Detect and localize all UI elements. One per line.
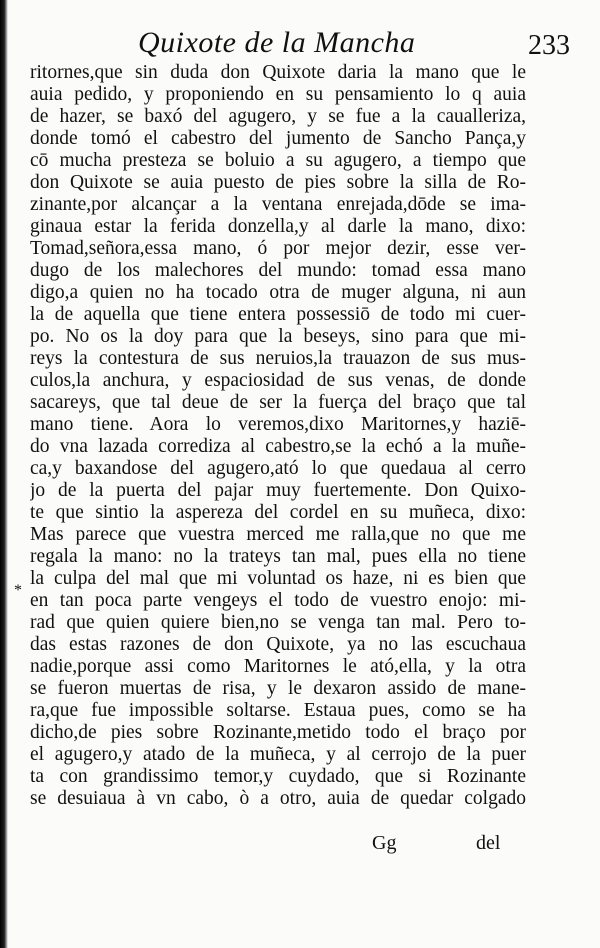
text-line: ca,y baxandose del agugero,ató lo que quedaua al cerro [30, 458, 526, 479]
text-line: rad que quien quiere bien,no se venga tan mal. Pero to- [30, 612, 526, 633]
text-line: se fueron muertas de risa, y le dexaron assido de mane- [30, 678, 526, 699]
catchword: del [476, 832, 501, 854]
text-line: la de aquella que tiene entera possessiō de todo mi cuer- [30, 304, 526, 325]
text-line: das estas razones de don Quixote, ya no las escuchaua [30, 634, 526, 655]
text-line: dugo de los malechores del mundo: tomad essa mano [30, 260, 526, 281]
text-line: Tomad,señora,essa mano, ó por mejor dezir, esse ver- [30, 238, 526, 259]
text-line: donde tomó el cabestro del jumento de Sancho Pança,y [30, 128, 526, 149]
text-line: do vna lazada corrediza al cabestro,se la echó a la muñe- [30, 436, 526, 457]
page-header [60, 20, 570, 66]
text-line: ritornes,que sin duda don Quixote daria la mano que le [30, 62, 526, 83]
text-line: ra,que fue impossible soltarse. Estaua pues, como se ha [30, 700, 526, 721]
page-number: 233 [528, 30, 570, 61]
page-footer [0, 832, 600, 858]
text-line: nadie,porque assi como Maritornes le ató,ella, y la otra [30, 656, 526, 677]
margin-marker: * [14, 582, 22, 599]
text-line: cō mucha presteza se boluio a su agugero, a tiempo que [30, 150, 526, 171]
body-text [30, 62, 526, 810]
text-line: digo,a quien no ha tocado otra de muger alguna, ni aun [30, 282, 526, 303]
text-line: te que sintio la aspereza del cordel en su muñeca, dixo: [30, 502, 526, 523]
text-line: sacareys, que tal deue de ser la fuerça del braço que tal [30, 392, 526, 413]
text-line: po. No os la doy para que la beseys, sino para que mi- [30, 326, 526, 347]
text-line: reys la contestura de sus neruios,la trauazon de sus mus- [30, 348, 526, 369]
text-line: se desuiaua à vn cabo, ò a otro, auia de quedar colgado [30, 788, 526, 809]
text-line: regala la mano: no la trateys tan mal, pues ella no tiene [30, 546, 526, 567]
page-gutter-shadow [0, 0, 8, 948]
text-line: el agugero,y atado de la muñeca, y al cerrojo de la puer [30, 744, 526, 765]
text-line: Mas parece que vuestra merced me ralla,que no que me [30, 524, 526, 545]
text-line: en tan poca parte vengeys el todo de vuestro enojo: mi- [30, 590, 526, 611]
text-line: zinante,por alcançar a la ventana enrejada,dōde se ima- [30, 194, 526, 215]
text-line: don Quixote se auia puesto de pies sobre la silla de Ro- [30, 172, 526, 193]
running-title: Quixote de la Mancha [138, 26, 416, 59]
text-line: mano tiene. Aora lo veremos,dixo Maritornes,y haziē- [30, 414, 526, 435]
text-line: jo de la puerta del pajar muy fuertemente. Don Quixo- [30, 480, 526, 501]
text-line: dicho,de pies sobre Rozinante,metido todo el braço por [30, 722, 526, 743]
text-line: de hazer, se baxó del agugero, y se fue a la caualleriza, [30, 106, 526, 127]
text-line: ginaua estar la ferida donzella,y al darle la mano, dixo: [30, 216, 526, 237]
text-line: la culpa del mal que mi voluntad os haze, ni es bien que [30, 568, 526, 589]
text-line: culos,la anchura, y espaciosidad de sus venas, de donde [30, 370, 526, 391]
text-line: auia pedido, y proponiendo en su pensamiento lo q auia [30, 84, 526, 105]
text-line: ta con grandissimo temor,y cuydado, que si Rozinante [30, 766, 526, 787]
signature-mark: Gg [372, 832, 397, 854]
